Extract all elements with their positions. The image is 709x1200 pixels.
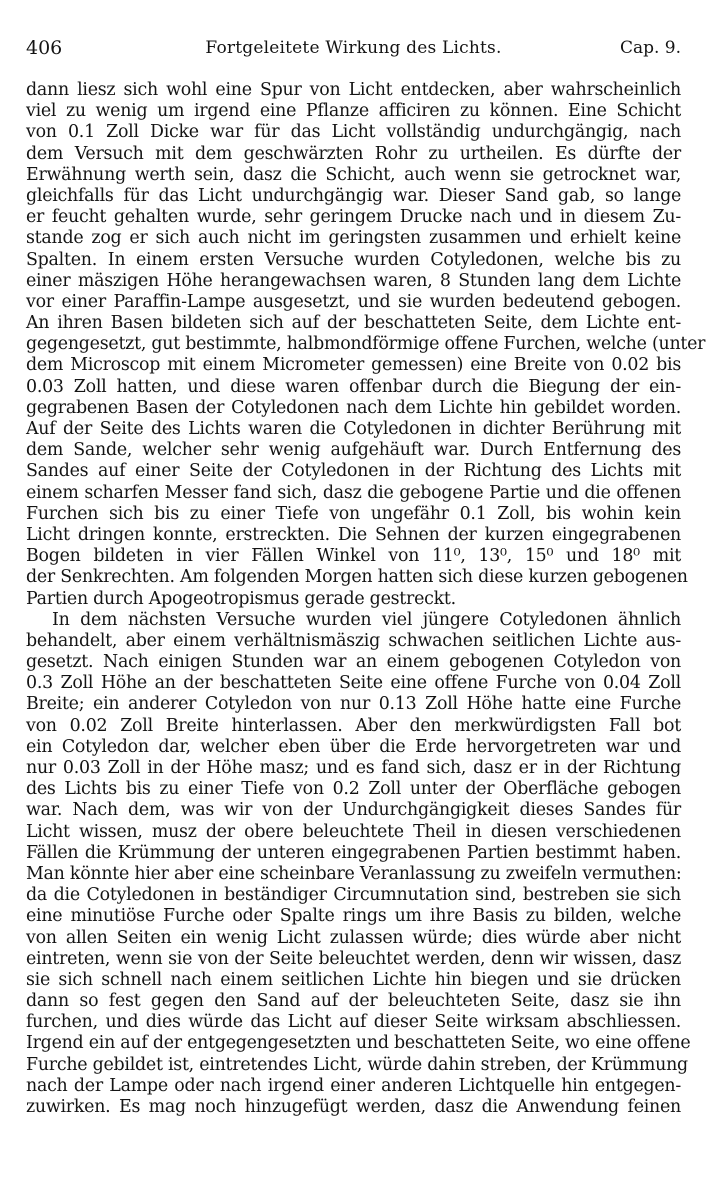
text-line: gesetzt. Nach einigen Stunden war an einem gebogenen Cotyledon von — [26, 652, 681, 673]
text-line: Furche gebildet ist, eintretendes Licht, würde dahin streben, der Krümmung — [26, 1054, 688, 1075]
text-line: er feucht gehalten wurde, sehr geringem Drucke nach und in diesem Zu- — [26, 207, 681, 228]
text-line: In dem nächsten Versuche wurden viel jüngere Cotyledonen ähnlich — [52, 609, 681, 630]
text-line: einer mäszigen Höhe herangewachsen waren, 8 Stunden lang dem Lichte — [26, 270, 681, 291]
text-line: Licht wissen, musz der obere beleuchtete Theil in diesen verschiedenen — [26, 821, 681, 842]
text-line: 0.03 Zoll hatten, und diese waren offenbar durch die Biegung der ein- — [26, 376, 681, 397]
text-line: Man könnte hier aber eine scheinbare Veranlassung zu zweifeln vermuthen: — [26, 863, 682, 884]
text-line: von 0.1 Zoll Dicke war für das Licht vollständig undurchgängig, nach — [26, 122, 681, 143]
text-line: gleichfalls für das Licht undurchgängig war. Dieser Sand gab, so lange — [26, 185, 681, 206]
text-line: des Lichts bis zu einer Tiefe von 0.2 Zoll unter der Oberfläche gebogen — [26, 779, 681, 800]
text-line: Licht dringen konnte, erstreckten. Die Sehnen der kurzen eingegrabenen — [26, 524, 681, 545]
page-number: 406 — [26, 37, 63, 59]
text-line: da die Cotyledonen in beständiger Circumnutation sind, bestreben sie sich — [26, 885, 681, 906]
text-line: viel zu wenig um irgend eine Pflanze afficiren zu können. Eine Schicht — [26, 101, 681, 122]
text-line: dann liesz sich wohl eine Spur von Licht entdecken, aber wahrscheinlich — [26, 80, 681, 100]
text-line: zuwirken. Es mag noch hinzugefügt werden, dasz die Anwendung feinen — [26, 1097, 681, 1117]
text-line: ein Cotyledon dar, welcher eben über die Erde hervorgetreten war und — [26, 736, 681, 757]
text-line: Breite; ein anderer Cotyledon von nur 0.13 Zoll Höhe hatte eine Furche — [26, 694, 681, 715]
running-header — [26, 34, 681, 62]
text-line: Fällen die Krümmung der unteren eingegrabenen Partien bestimmt haben. — [26, 842, 681, 863]
text-line: behandelt, aber einem verhältnismäszig schwachen seitlichen Lichte aus- — [26, 630, 681, 651]
text-line: dann so fest gegen den Sand auf der beleuchteten Seite, dasz sie ihn — [26, 991, 681, 1012]
text-line: dem Sande, welcher sehr wenig aufgehäuft war. Durch Entfernung des — [26, 440, 681, 461]
text-line: von allen Seiten ein wenig Licht zulassen würde; dies würde aber nicht — [26, 927, 681, 948]
text-line: eintreten, wenn sie von der Seite beleuchtet werden, denn wir wissen, dasz — [26, 948, 681, 969]
text-line: dem Versuch mit dem geschwärzten Rohr zu urtheilen. Es dürfte der — [26, 143, 681, 164]
text-line: gegengesetzt, gut bestimmte, halbmondförmige offene Furchen, welche (unter — [26, 334, 706, 355]
text-line: sie sich schnell nach einem seitlichen Lichte hin biegen und sie drücken — [26, 969, 681, 990]
text-line: Partien durch Apogeotropismus gerade gestreckt. — [26, 588, 456, 609]
text-line: dem Microscop mit einem Micrometer gemessen) eine Breite von 0.02 bis — [26, 355, 681, 376]
text-line: gegrabenen Basen der Cotyledonen nach dem Lichte hin gebildet worden. — [26, 397, 681, 418]
text-line: Spalten. In einem ersten Versuche wurden Cotyledonen, welche bis zu — [26, 249, 681, 270]
chapter-label: Cap. 9. — [619, 38, 681, 58]
text-line: Furchen sich bis zu einer Tiefe von ungefähr 0.1 Zoll, bis wohin kein — [26, 503, 681, 524]
text-line: Bogen bildeten in vier Fällen Winkel von 11⁰, 13⁰, 15⁰ und 18⁰ mit — [26, 546, 681, 567]
text-line: nach der Lampe oder nach irgend einer anderen Lichtquelle hin entgegen- — [26, 1075, 681, 1096]
text-line: An ihren Basen bildeten sich auf der beschatteten Seite, dem Lichte ent- — [26, 313, 681, 334]
text-line: von 0.02 Zoll Breite hinterlassen. Aber den merkwürdigsten Fall bot — [26, 715, 681, 736]
text-line: vor einer Paraffin-Lampe ausgesetzt, und sie wurden bedeutend gebogen. — [26, 291, 681, 312]
text-line: eine minutiöse Furche oder Spalte rings um ihre Basis zu bilden, welche — [26, 906, 681, 927]
text-line: 0.3 Zoll Höhe an der beschatteten Seite eine offene Furche von 0.04 Zoll — [26, 673, 681, 694]
text-line: nur 0.03 Zoll in der Höhe masz; und es fand sich, dasz er in der Richtung — [26, 758, 681, 778]
text-line: furchen, und dies würde das Licht auf dieser Seite wirksam abschliessen. — [26, 1012, 681, 1033]
running-title: Fortgeleitete Wirkung des Lichts. — [205, 38, 502, 58]
text-line: Auf der Seite des Lichts waren die Cotyledonen in dichter Berührung mit — [26, 419, 681, 439]
text-line: der Senkrechten. Am folgenden Morgen hatten sich diese kurzen gebogenen — [26, 567, 688, 588]
text-line: Irgend ein auf der entgegengesetzten und beschatteten Seite, wo eine offene — [26, 1033, 691, 1054]
text-line: Erwähnung werth sein, dasz die Schicht, auch wenn sie getrocknet war, — [26, 164, 681, 185]
text-line: stande zog er sich auch nicht im geringsten zusammen und erhielt keine — [26, 228, 681, 249]
text-line: war. Nach dem, was wir von der Undurchgängigkeit dieses Sandes für — [26, 800, 681, 821]
text-line: Sandes auf einer Seite der Cotyledonen in der Richtung des Lichts mit — [26, 461, 681, 482]
text-line: einem scharfen Messer fand sich, dasz die gebogene Partie und die offenen — [26, 482, 681, 503]
body-text — [26, 80, 706, 1118]
